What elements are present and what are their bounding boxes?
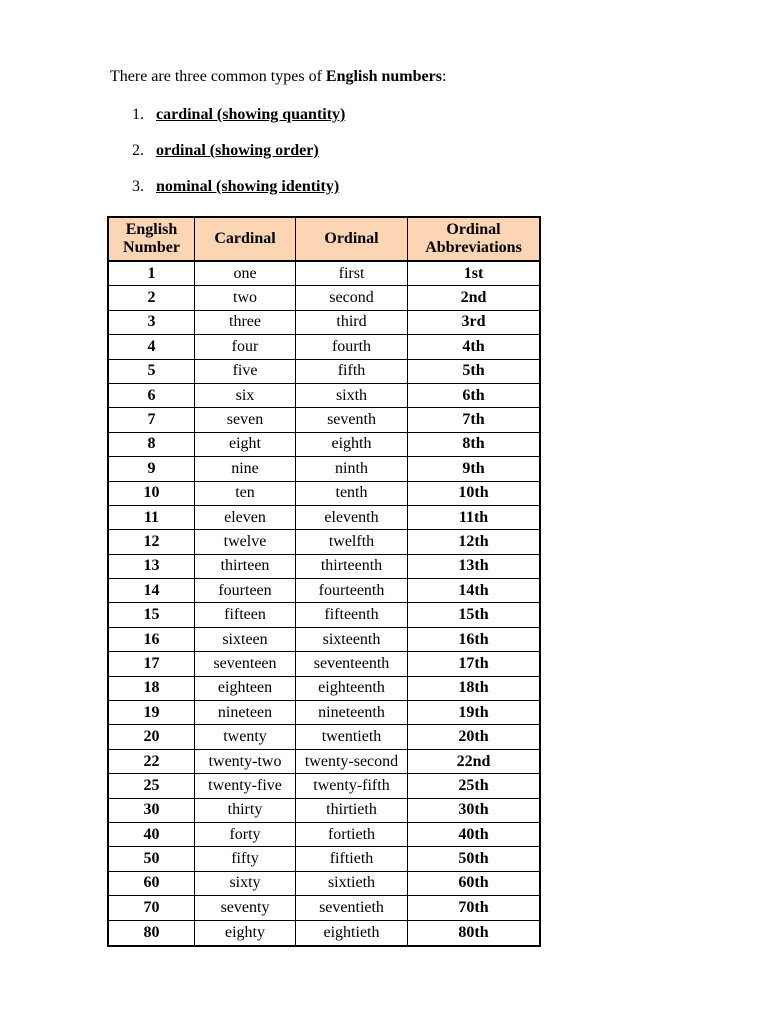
table-header-row (109, 218, 539, 262)
cell-ordinal: nineteenth (296, 701, 408, 725)
table-body (109, 262, 539, 945)
table-row (109, 457, 539, 481)
table-row (109, 579, 539, 603)
table-row (109, 555, 539, 579)
cell-ordinal-abbreviation: 22nd (408, 750, 539, 774)
table-row (109, 360, 539, 384)
cell-english-number: 7 (109, 408, 195, 432)
header-cardinal: Cardinal (195, 218, 296, 262)
list-number: 2. (132, 142, 144, 159)
cell-english-number: 25 (109, 774, 195, 798)
cell-cardinal: nineteen (195, 701, 296, 725)
cell-english-number: 17 (109, 652, 195, 676)
cell-ordinal: first (296, 262, 408, 286)
cell-ordinal: second (296, 286, 408, 310)
cell-ordinal-abbreviation: 13th (408, 555, 539, 579)
header-ordinal-abbreviations: Ordinal Abbreviations (408, 218, 539, 262)
intro-suffix: : (441, 68, 447, 85)
cell-english-number: 5 (109, 360, 195, 384)
table-row (109, 384, 539, 408)
cell-ordinal-abbreviation: 3rd (408, 311, 539, 335)
cell-english-number: 60 (109, 872, 195, 896)
table-row (109, 408, 539, 432)
cell-cardinal: sixty (195, 872, 296, 896)
cell-cardinal: fourteen (195, 579, 296, 603)
cell-english-number: 8 (109, 433, 195, 457)
cell-ordinal: eleventh (296, 506, 408, 530)
cell-cardinal: twenty-two (195, 750, 296, 774)
cell-english-number: 14 (109, 579, 195, 603)
table-row (109, 896, 539, 920)
cell-english-number: 30 (109, 799, 195, 823)
cell-english-number: 18 (109, 677, 195, 701)
cell-ordinal-abbreviation: 30th (408, 799, 539, 823)
cell-ordinal-abbreviation: 14th (408, 579, 539, 603)
cell-ordinal-abbreviation: 11th (408, 506, 539, 530)
cell-cardinal: one (195, 262, 296, 286)
cell-cardinal: eleven (195, 506, 296, 530)
cell-ordinal-abbreviation: 2nd (408, 286, 539, 310)
cell-ordinal-abbreviation: 8th (408, 433, 539, 457)
table-row (109, 677, 539, 701)
cell-ordinal-abbreviation: 15th (408, 603, 539, 627)
cell-cardinal: forty (195, 823, 296, 847)
cell-cardinal: three (195, 311, 296, 335)
list-text: nominal (showing identity) (156, 178, 340, 195)
list-item (110, 104, 345, 140)
cell-ordinal-abbreviation: 9th (408, 457, 539, 481)
cell-english-number: 6 (109, 384, 195, 408)
cell-ordinal: fiftieth (296, 847, 408, 871)
cell-cardinal: twelve (195, 530, 296, 554)
cell-ordinal-abbreviation: 16th (408, 628, 539, 652)
cell-ordinal: eightieth (296, 921, 408, 945)
cell-english-number: 2 (109, 286, 195, 310)
cell-english-number: 22 (109, 750, 195, 774)
cell-cardinal: five (195, 360, 296, 384)
table-row (109, 750, 539, 774)
table-row (109, 872, 539, 896)
cell-english-number: 12 (109, 530, 195, 554)
cell-ordinal: twentieth (296, 725, 408, 749)
cell-cardinal: fifty (195, 847, 296, 871)
cell-ordinal-abbreviation: 10th (408, 482, 539, 506)
table-row (109, 482, 539, 506)
cell-english-number: 70 (109, 896, 195, 920)
cell-cardinal: eighty (195, 921, 296, 945)
table-row (109, 701, 539, 725)
cell-ordinal-abbreviation: 1st (408, 262, 539, 286)
cell-ordinal: twenty-fifth (296, 774, 408, 798)
number-types-list (110, 104, 345, 212)
table-row (109, 335, 539, 359)
table-row (109, 774, 539, 798)
cell-cardinal: twenty-five (195, 774, 296, 798)
table-row (109, 530, 539, 554)
cell-ordinal: thirteenth (296, 555, 408, 579)
cell-ordinal: fourth (296, 335, 408, 359)
numbers-table (107, 216, 541, 947)
header-english-number: English Number (109, 218, 195, 262)
cell-cardinal: ten (195, 482, 296, 506)
cell-ordinal: tenth (296, 482, 408, 506)
cell-ordinal-abbreviation: 4th (408, 335, 539, 359)
cell-cardinal: four (195, 335, 296, 359)
cell-ordinal: twenty-second (296, 750, 408, 774)
cell-ordinal: thirtieth (296, 799, 408, 823)
intro-prefix: There are three common types of (110, 68, 326, 85)
cell-ordinal: seventh (296, 408, 408, 432)
cell-cardinal: seven (195, 408, 296, 432)
cell-cardinal: sixteen (195, 628, 296, 652)
table-row (109, 311, 539, 335)
table-row (109, 506, 539, 530)
cell-ordinal-abbreviation: 5th (408, 360, 539, 384)
list-text: cardinal (showing quantity) (156, 106, 346, 123)
cell-ordinal: seventeenth (296, 652, 408, 676)
cell-ordinal-abbreviation: 60th (408, 872, 539, 896)
list-number: 1. (132, 106, 144, 123)
cell-ordinal: eighth (296, 433, 408, 457)
intro-sentence (110, 68, 446, 86)
cell-english-number: 50 (109, 847, 195, 871)
cell-ordinal-abbreviation: 25th (408, 774, 539, 798)
intro-bold: English numbers (325, 68, 442, 85)
cell-english-number: 80 (109, 921, 195, 945)
list-text: ordinal (showing order) (156, 142, 319, 159)
cell-cardinal: eight (195, 433, 296, 457)
cell-english-number: 15 (109, 603, 195, 627)
cell-ordinal-abbreviation: 40th (408, 823, 539, 847)
cell-english-number: 9 (109, 457, 195, 481)
cell-english-number: 10 (109, 482, 195, 506)
cell-cardinal: six (195, 384, 296, 408)
table-row (109, 725, 539, 749)
cell-english-number: 20 (109, 725, 195, 749)
cell-ordinal: sixtieth (296, 872, 408, 896)
table-row (109, 262, 539, 286)
list-item (110, 140, 345, 176)
table-row (109, 823, 539, 847)
cell-ordinal-abbreviation: 7th (408, 408, 539, 432)
cell-ordinal-abbreviation: 6th (408, 384, 539, 408)
cell-ordinal: ninth (296, 457, 408, 481)
table-row (109, 799, 539, 823)
cell-english-number: 13 (109, 555, 195, 579)
table-row (109, 286, 539, 310)
cell-cardinal: eighteen (195, 677, 296, 701)
cell-ordinal-abbreviation: 80th (458, 923, 489, 941)
cell-ordinal-abbreviation: 17th (408, 652, 539, 676)
header-ordinal: Ordinal (296, 218, 408, 262)
cell-ordinal: twelfth (296, 530, 408, 554)
cell-cardinal: seventeen (195, 652, 296, 676)
table-row (109, 652, 539, 676)
cell-cardinal: seventy (195, 896, 296, 920)
cell-ordinal-abbreviation: 50th (408, 847, 539, 871)
cell-ordinal: sixth (296, 384, 408, 408)
cell-ordinal: sixteenth (296, 628, 408, 652)
cell-english-number: 16 (109, 628, 195, 652)
cell-english-number: 40 (109, 823, 195, 847)
cell-ordinal: seventieth (296, 896, 408, 920)
cell-cardinal: fifteen (195, 603, 296, 627)
cell-ordinal: eighteenth (296, 677, 408, 701)
cell-ordinal: fifteenth (296, 603, 408, 627)
list-item (110, 176, 345, 212)
cell-english-number: 1 (109, 262, 195, 286)
cell-cardinal: nine (195, 457, 296, 481)
table-row (109, 628, 539, 652)
cell-cardinal: twenty (195, 725, 296, 749)
cell-english-number: 4 (109, 335, 195, 359)
cell-ordinal-abbreviation: 12th (408, 530, 539, 554)
cell-english-number: 19 (109, 701, 195, 725)
cell-ordinal: fifth (296, 360, 408, 384)
cell-english-number: 3 (109, 311, 195, 335)
table-row (109, 847, 539, 871)
cell-ordinal: fortieth (296, 823, 408, 847)
cell-ordinal-abbreviation: 19th (408, 701, 539, 725)
cell-cardinal: thirteen (195, 555, 296, 579)
cell-ordinal: third (296, 311, 408, 335)
table-row (109, 921, 539, 945)
cell-ordinal-abbreviation: 70th (408, 896, 539, 920)
cell-ordinal: fourteenth (296, 579, 408, 603)
cell-cardinal: thirty (195, 799, 296, 823)
table-row (109, 603, 539, 627)
table-row (109, 433, 539, 457)
cell-cardinal: two (195, 286, 296, 310)
cell-english-number: 11 (109, 506, 195, 530)
list-number: 3. (132, 178, 144, 195)
cell-ordinal-abbreviation: 18th (408, 677, 539, 701)
cell-ordinal-abbreviation: 20th (408, 725, 539, 749)
